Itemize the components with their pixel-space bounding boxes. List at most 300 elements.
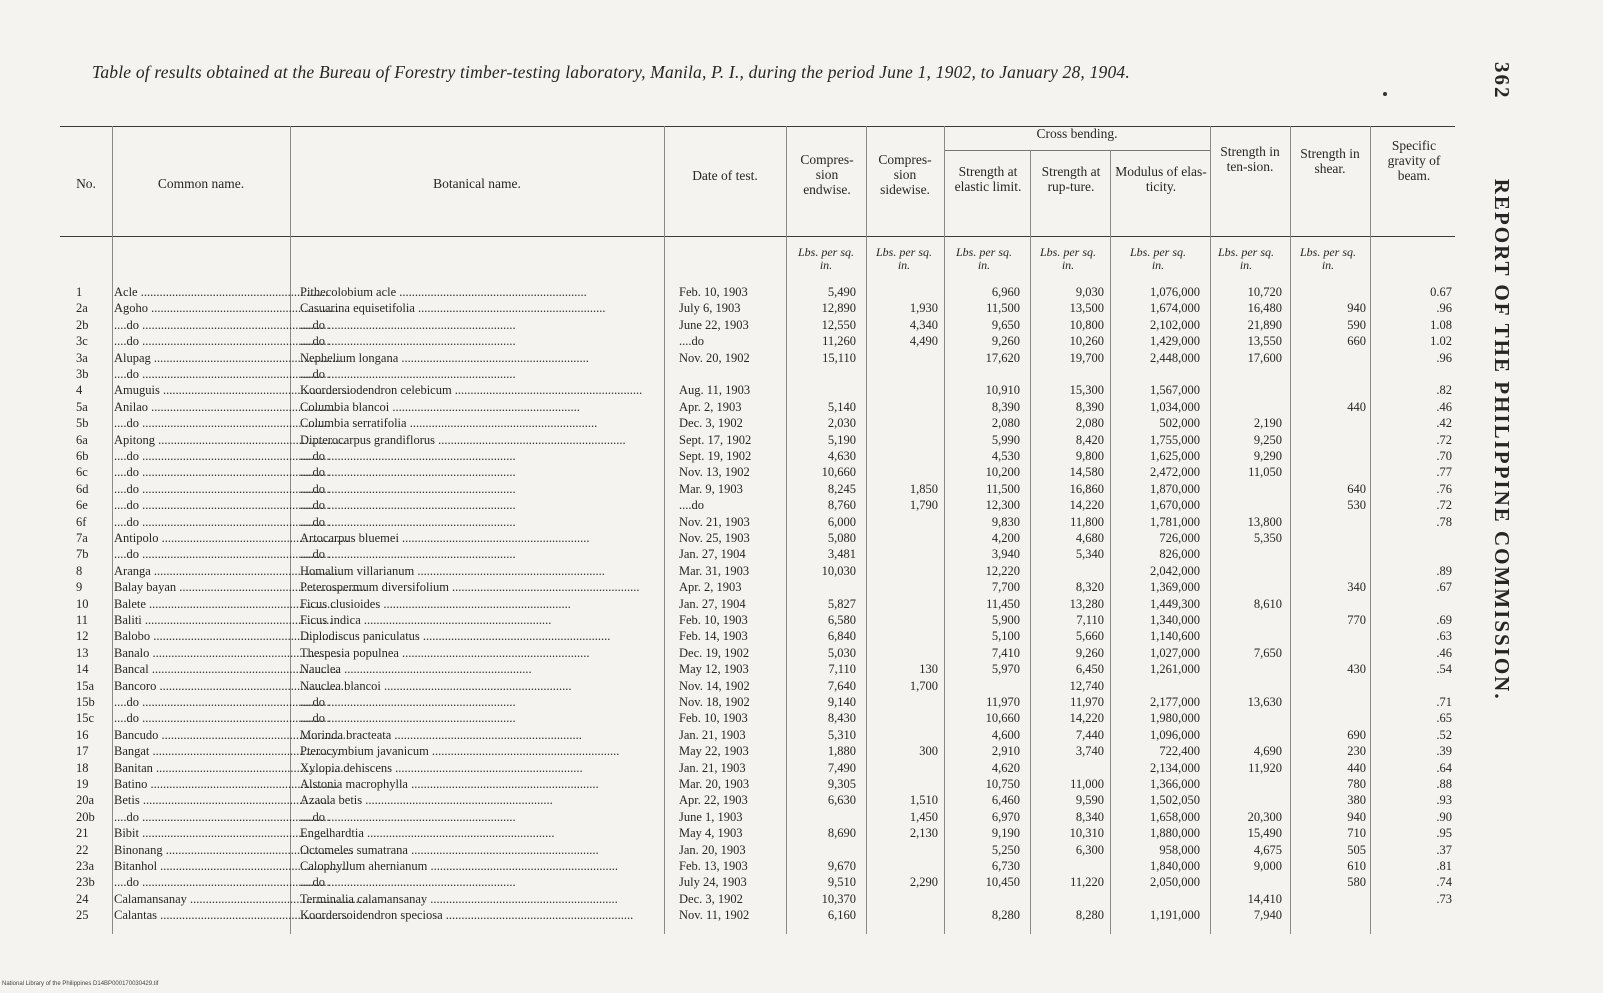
row-number: 1 [76, 285, 83, 299]
comp-endwise-value: 10,370 [821, 891, 856, 906]
tension-value: 13,800 [1247, 514, 1282, 529]
comp-endwise-value: 5,827 [827, 596, 856, 611]
shear-value: 440 [1347, 760, 1366, 775]
modulus-value: 2,177,000 [1150, 695, 1200, 709]
botanical-name: Terminalia calamansanay ............................................................ [300, 891, 618, 906]
comp-sidewise-value: 4,340 [909, 317, 938, 332]
table-row [0, 514, 1480, 530]
comp-endwise-value: 6,160 [827, 908, 856, 923]
test-date: Apr. 22, 1903 [679, 793, 748, 808]
strength-elastic-value: 12,220 [985, 563, 1020, 578]
tension-value: 9,290 [1253, 449, 1282, 463]
row-number: 22 [76, 842, 89, 857]
test-date: Dec. 3, 1902 [679, 891, 743, 906]
strength-rupture-value: 5,340 [1075, 547, 1104, 562]
shear-value: 770 [1347, 613, 1366, 627]
header-strength-rupture: Strength at rup-ture. [1041, 164, 1101, 194]
modulus-value: 1,658,000 [1150, 809, 1200, 824]
common-name: ....do ............................................................ [114, 317, 330, 332]
gravity-value: .70 [1436, 449, 1452, 463]
header-modulus: Modulus of elas-ticity. [1115, 164, 1207, 194]
common-name: Acle ............................................................ [114, 285, 329, 299]
strength-rupture-value: 6,450 [1075, 662, 1104, 677]
table-row [0, 382, 1480, 398]
test-date: Aug. 11, 1903 [679, 383, 751, 398]
gravity-value: .76 [1436, 481, 1452, 496]
row-number: 20a [76, 793, 95, 808]
table-row [0, 907, 1480, 923]
table-row [0, 546, 1480, 562]
common-name: Aranga ............................................................ [114, 563, 342, 578]
modulus-value: 1,034,000 [1150, 399, 1200, 414]
strength-rupture-value: 3,740 [1075, 744, 1104, 759]
common-name: Bancal ............................................................ [114, 662, 340, 677]
gravity-value: .74 [1436, 875, 1452, 890]
header-shear: Strength in shear. [1300, 146, 1360, 176]
strength-rupture-value: 11,800 [1070, 514, 1104, 529]
strength-elastic-value: 5,100 [991, 629, 1020, 644]
test-date: Dec. 19, 1902 [679, 645, 750, 660]
row-number: 5a [76, 399, 88, 414]
row-number: 6f [76, 514, 87, 529]
strength-elastic-value: 5,970 [991, 662, 1020, 677]
strength-elastic-value: 6,730 [991, 859, 1020, 873]
modulus-value: 1,840,000 [1150, 859, 1200, 873]
table-row [0, 776, 1480, 792]
common-name: ....do ............................................................ [114, 498, 330, 513]
row-number: 10 [76, 596, 89, 611]
tension-value: 8,610 [1253, 596, 1282, 611]
gravity-value: .65 [1436, 711, 1452, 726]
table-row [0, 448, 1480, 464]
strength-elastic-value: 9,650 [991, 317, 1020, 332]
botanical-name: Morinda bracteata ............................................................ [300, 727, 582, 742]
modulus-value: 1,340,000 [1150, 613, 1200, 627]
header-comp-endwise: Compres-sion endwise. [800, 152, 854, 197]
table-top-rule [60, 126, 1455, 127]
unit-label: Lbs. per sq. in. [1299, 245, 1356, 272]
row-number: 17 [76, 744, 89, 759]
tension-value: 20,300 [1247, 809, 1282, 824]
strength-elastic-value: 11,970 [986, 695, 1020, 709]
gravity-value: .71 [1436, 695, 1452, 709]
modulus-value: 2,472,000 [1150, 465, 1200, 480]
test-date: Feb. 14, 1903 [679, 629, 748, 644]
tension-value: 21,890 [1247, 317, 1282, 332]
row-number: 16 [76, 727, 89, 742]
table-row [0, 530, 1480, 546]
strength-rupture-value: 16,860 [1069, 481, 1104, 496]
table-row [0, 464, 1480, 480]
table-row [0, 874, 1480, 890]
botanical-name: Diplodiscus paniculatus ............................................................ [300, 629, 611, 644]
comp-endwise-value: 6,630 [827, 793, 856, 808]
common-name: Calamansanay ............................................................ [114, 891, 378, 906]
strength-rupture-value: 14,220 [1069, 711, 1104, 726]
common-name: Balete ............................................................ [114, 596, 337, 611]
modulus-value: 1,674,000 [1150, 301, 1200, 316]
modulus-value: 1,781,000 [1150, 514, 1200, 529]
table-row [0, 678, 1480, 694]
test-date: Nov. 18, 1902 [679, 695, 750, 709]
botanical-name: Nauclea ............................................................ [300, 662, 532, 677]
strength-elastic-value: 5,990 [991, 432, 1020, 447]
table-row [0, 809, 1480, 825]
strength-elastic-value: 9,190 [991, 826, 1020, 841]
strength-elastic-value: 11,500 [986, 301, 1020, 316]
strength-rupture-value: 10,260 [1069, 334, 1104, 349]
unit-label: Lbs. per sq. in. [1217, 245, 1274, 272]
tension-value: 17,600 [1247, 350, 1282, 365]
test-date: June 22, 1903 [679, 317, 749, 332]
botanical-name: ....do ............................................................ [300, 711, 516, 726]
gravity-value: .96 [1436, 350, 1452, 365]
botanical-name: Alstonia macrophylla ............................................................ [300, 777, 599, 791]
botanical-name: Columbia blancoi ............................................................ [300, 399, 580, 414]
test-date: Apr. 2, 1903 [679, 580, 742, 595]
gravity-value: .46 [1436, 645, 1452, 660]
botanical-name: Casuarina equisetifolia ............................................................ [300, 301, 606, 316]
row-number: 13 [76, 645, 89, 660]
common-name: Amuguis ............................................................ [114, 383, 351, 398]
common-name: Anilao ............................................................ [114, 399, 339, 414]
common-name: Balobo ............................................................ [114, 629, 341, 644]
strength-elastic-value: 11,450 [986, 596, 1020, 611]
botanical-name: ....do ............................................................ [300, 498, 516, 513]
modulus-value: 1,076,000 [1150, 285, 1200, 299]
strength-rupture-value: 9,030 [1075, 285, 1104, 299]
running-head-text: REPORT OF THE PHILIPPINE COMMISSION. [1490, 178, 1514, 701]
table-row [0, 399, 1480, 415]
row-number: 15a [76, 678, 95, 693]
strength-rupture-value: 11,000 [1070, 777, 1104, 791]
common-name: Alupag ............................................................ [114, 350, 342, 365]
strength-elastic-value: 8,390 [991, 399, 1020, 414]
modulus-value: 1,980,000 [1150, 711, 1200, 726]
modulus-value: 1,191,000 [1150, 908, 1200, 923]
strength-rupture-value: 8,420 [1075, 432, 1104, 447]
comp-sidewise-value: 1,450 [909, 809, 938, 824]
modulus-value: 2,050,000 [1150, 875, 1200, 890]
botanical-name: Thespesia populnea ............................................................ [300, 645, 590, 660]
comp-endwise-value: 5,490 [827, 285, 856, 299]
botanical-name: ....do ............................................................ [300, 465, 516, 480]
strength-rupture-value: 5,660 [1075, 629, 1104, 644]
gravity-value: .42 [1436, 416, 1452, 431]
common-name: ....do ............................................................ [114, 809, 330, 824]
tension-value: 7,940 [1253, 908, 1282, 923]
shear-value: 610 [1347, 859, 1366, 873]
comp-endwise-value: 2,030 [827, 416, 856, 431]
botanical-name: Koordersiodendron celebicum ............................................................ [300, 383, 643, 398]
tension-value: 11,050 [1248, 465, 1282, 480]
botanical-name: Pterocymbium javanicum ............................................................ [300, 744, 620, 759]
row-number: 23a [76, 859, 95, 873]
row-number: 18 [76, 760, 89, 775]
gravity-value: .89 [1436, 563, 1452, 578]
test-date: Feb. 13, 1903 [679, 859, 748, 873]
modulus-value: 1,870,000 [1150, 481, 1200, 496]
common-name: ....do ............................................................ [114, 367, 330, 381]
strength-rupture-value: 8,390 [1075, 399, 1104, 414]
header-botanical-name: Botanical name. [433, 176, 521, 191]
table-row [0, 661, 1480, 677]
common-name: Balay bayan ............................................................ [114, 580, 367, 595]
row-number: 6a [76, 432, 88, 447]
test-date: Sept. 17, 1902 [679, 432, 752, 447]
table-row [0, 366, 1480, 382]
botanical-name: Octomeles sumatrana ............................................................ [300, 842, 599, 857]
comp-sidewise-value: 1,850 [909, 481, 938, 496]
gravity-value: .46 [1436, 399, 1452, 414]
botanical-name: Ficus clusioides ............................................................ [300, 596, 571, 611]
gravity-value: .72 [1436, 498, 1452, 513]
row-number: 19 [76, 777, 89, 791]
modulus-value: 1,027,000 [1150, 645, 1200, 660]
shear-value: 380 [1347, 793, 1366, 808]
header-cross-bending: Cross bending. [1036, 126, 1118, 141]
common-name: Calantas ............................................................ [114, 908, 348, 923]
row-number: 12 [76, 629, 89, 644]
comp-endwise-value: 4,630 [827, 449, 856, 463]
botanical-name: Koordersoidendron speciosa ............................................................ [300, 908, 634, 923]
modulus-value: 1,140,600 [1150, 629, 1200, 644]
modulus-value: 1,449,300 [1150, 596, 1200, 611]
table-row [0, 497, 1480, 513]
strength-elastic-value: 4,200 [991, 531, 1020, 545]
test-date: May 12, 1903 [679, 662, 749, 677]
strength-elastic-value: 9,260 [991, 334, 1020, 349]
common-name: Bancoro ............................................................ [114, 678, 347, 693]
row-number: 14 [76, 662, 89, 677]
modulus-value: 1,502,050 [1150, 793, 1200, 808]
row-number: 9 [76, 580, 83, 595]
table-row [0, 858, 1480, 874]
unit-label: Lbs. per sq. in. [797, 245, 854, 272]
gravity-value: .95 [1436, 826, 1452, 841]
gravity-value: .72 [1436, 432, 1452, 447]
common-name: ....do ............................................................ [114, 334, 330, 349]
botanical-name: Azaola betis ............................................................ [300, 793, 553, 808]
header-gravity: Specific gravity of beam. [1387, 138, 1441, 183]
strength-rupture-value: 13,500 [1069, 301, 1104, 316]
test-date: Dec. 3, 1902 [679, 416, 743, 431]
botanical-name: Xylopia dehiscens ............................................................ [300, 760, 583, 775]
cross-bending-rule [944, 150, 1210, 151]
tension-value: 9,250 [1253, 432, 1282, 447]
botanical-name: Engelhardtia ............................................................ [300, 826, 555, 841]
tension-value: 10,720 [1247, 285, 1282, 299]
strength-rupture-value: 12,740 [1069, 678, 1104, 693]
row-number: 5b [76, 416, 89, 431]
gravity-value: 0.67 [1430, 285, 1452, 299]
strength-rupture-value: 19,700 [1069, 350, 1104, 365]
comp-endwise-value: 10,660 [821, 465, 856, 480]
botanical-name: ....do ............................................................ [300, 449, 516, 463]
strength-elastic-value: 4,620 [991, 760, 1020, 775]
strength-elastic-value: 6,970 [991, 809, 1020, 824]
test-date: Feb. 10, 1903 [679, 711, 748, 726]
row-number: 21 [76, 826, 89, 841]
modulus-value: 722,400 [1159, 744, 1200, 759]
shear-value: 940 [1347, 809, 1366, 824]
strength-rupture-value: 7,110 [1076, 613, 1104, 627]
test-date: July 24, 1903 [679, 875, 747, 890]
comp-sidewise-value: 4,490 [909, 334, 938, 349]
comp-sidewise-value: 1,510 [909, 793, 938, 808]
gravity-value: .37 [1436, 842, 1452, 857]
gravity-value: .78 [1436, 514, 1452, 529]
botanical-name: ....do ............................................................ [300, 317, 516, 332]
header-bottom-rule [60, 236, 1455, 237]
marginal-dot [1383, 92, 1387, 96]
tension-value: 4,690 [1253, 744, 1282, 759]
tension-value: 15,490 [1247, 826, 1282, 841]
header-tension: Strength in ten-sion. [1220, 144, 1280, 174]
comp-sidewise-value: 1,930 [909, 301, 938, 316]
row-number: 8 [76, 563, 83, 578]
row-number: 6d [76, 481, 89, 496]
common-name: ....do ............................................................ [114, 481, 330, 496]
comp-sidewise-value: 1,700 [909, 678, 938, 693]
unit-label: Lbs. per sq. in. [955, 245, 1012, 272]
common-name: Binonang ............................................................ [114, 842, 354, 857]
test-date: Mar. 31, 1903 [679, 563, 750, 578]
test-date: July 6, 1903 [679, 301, 741, 316]
strength-rupture-value: 7,440 [1075, 727, 1104, 742]
shear-value: 590 [1347, 317, 1366, 332]
unit-label: Lbs. per sq. in. [1039, 245, 1096, 272]
comp-endwise-value: 12,550 [821, 317, 856, 332]
botanical-name: Pithecolobium acle ............................................................ [300, 285, 587, 299]
botanical-name: ....do ............................................................ [300, 809, 516, 824]
gravity-value: .52 [1436, 727, 1452, 742]
table-row [0, 432, 1480, 448]
shear-value: 530 [1347, 498, 1366, 513]
comp-sidewise-value: 2,290 [909, 875, 938, 890]
common-name: ....do ............................................................ [114, 514, 330, 529]
test-date: Nov. 14, 1902 [679, 678, 750, 693]
modulus-value: 726,000 [1159, 531, 1200, 545]
botanical-name: Artocarpus bluemei ............................................................ [300, 531, 590, 545]
table-row [0, 710, 1480, 726]
common-name: Bancudo ............................................................ [114, 727, 350, 742]
modulus-value: 1,625,000 [1150, 449, 1200, 463]
common-name: Bangat ............................................................ [114, 744, 341, 759]
comp-sidewise-value: 2,130 [909, 826, 938, 841]
gravity-value: .64 [1436, 760, 1452, 775]
modulus-value: 2,448,000 [1150, 350, 1200, 365]
tension-value: 13,550 [1247, 334, 1282, 349]
row-number: 2b [76, 317, 89, 332]
shear-value: 940 [1347, 301, 1366, 316]
botanical-name: ....do ............................................................ [300, 481, 516, 496]
botanical-name: Peterospermum diversifolium ............................................................ [300, 580, 640, 595]
test-date: Nov. 11, 1902 [679, 908, 750, 923]
comp-endwise-value: 8,690 [827, 826, 856, 841]
shear-value: 440 [1347, 399, 1366, 414]
strength-elastic-value: 4,600 [991, 727, 1020, 742]
gravity-value: 1.08 [1430, 317, 1452, 332]
botanical-name: Homalium villarianum ............................................................ [300, 563, 605, 578]
botanical-name: ....do ............................................................ [300, 514, 516, 529]
botanical-name: Calophyllum ahernianum ............................................................ [300, 859, 619, 873]
strength-rupture-value: 8,280 [1075, 908, 1104, 923]
strength-elastic-value: 2,910 [991, 744, 1020, 759]
gravity-value: .63 [1436, 629, 1452, 644]
test-date: Jan. 27, 1904 [679, 596, 746, 611]
table-row [0, 284, 1480, 300]
comp-sidewise-value: 130 [919, 662, 938, 677]
table-row [0, 481, 1480, 497]
row-number: 15c [76, 711, 95, 726]
row-number: 2a [76, 301, 88, 316]
table-row [0, 596, 1480, 612]
strength-rupture-value: 11,220 [1070, 875, 1104, 890]
test-date: Nov. 20, 1902 [679, 350, 750, 365]
test-date: Nov. 21, 1903 [679, 514, 750, 529]
strength-rupture-value: 11,970 [1070, 695, 1104, 709]
botanical-name: ....do ............................................................ [300, 334, 516, 349]
test-date: Jan. 20, 1903 [679, 842, 746, 857]
common-name: Betis ............................................................ [114, 793, 331, 808]
modulus-value: 958,000 [1159, 842, 1200, 857]
tension-value: 11,920 [1248, 760, 1282, 775]
tension-value: 16,480 [1247, 301, 1282, 316]
comp-endwise-value: 8,430 [827, 711, 856, 726]
comp-endwise-value: 15,110 [822, 350, 856, 365]
tension-value: 5,350 [1253, 531, 1282, 545]
table-row [0, 317, 1480, 333]
table-row [0, 743, 1480, 759]
test-date: ....do [679, 498, 704, 513]
comp-endwise-value: 9,510 [827, 875, 856, 890]
strength-rupture-value: 10,800 [1069, 317, 1104, 332]
shear-value: 580 [1347, 875, 1366, 890]
test-date: Mar. 20, 1903 [679, 777, 750, 791]
tension-value: 7,650 [1253, 645, 1282, 660]
comp-endwise-value: 1,880 [827, 744, 856, 759]
modulus-value: 1,096,000 [1150, 727, 1200, 742]
strength-elastic-value: 10,750 [985, 777, 1020, 791]
table-row [0, 300, 1480, 316]
comp-endwise-value: 3,481 [827, 547, 856, 562]
table-row [0, 792, 1480, 808]
modulus-value: 1,261,000 [1150, 662, 1200, 677]
comp-endwise-value: 5,190 [827, 432, 856, 447]
gravity-value: .88 [1436, 777, 1452, 791]
modulus-value: 826,000 [1159, 547, 1200, 562]
page-number: 362 [1490, 62, 1514, 100]
test-date: Jan. 21, 1903 [679, 727, 746, 742]
strength-rupture-value: 10,310 [1069, 826, 1104, 841]
common-name: Baliti ............................................................ [114, 613, 333, 627]
comp-sidewise-value: 300 [919, 744, 938, 759]
strength-elastic-value: 7,700 [991, 580, 1020, 595]
shear-value: 340 [1347, 580, 1366, 595]
table-row [0, 842, 1480, 858]
gravity-value: .67 [1436, 580, 1452, 595]
common-name: ....do ............................................................ [114, 695, 330, 709]
table-row [0, 727, 1480, 743]
comp-endwise-value: 9,305 [827, 777, 856, 791]
botanical-name: ....do ............................................................ [300, 695, 516, 709]
shear-value: 690 [1347, 727, 1366, 742]
table-row [0, 579, 1480, 595]
table-row [0, 350, 1480, 366]
common-name: Banalo ............................................................ [114, 645, 341, 660]
table-row [0, 760, 1480, 776]
